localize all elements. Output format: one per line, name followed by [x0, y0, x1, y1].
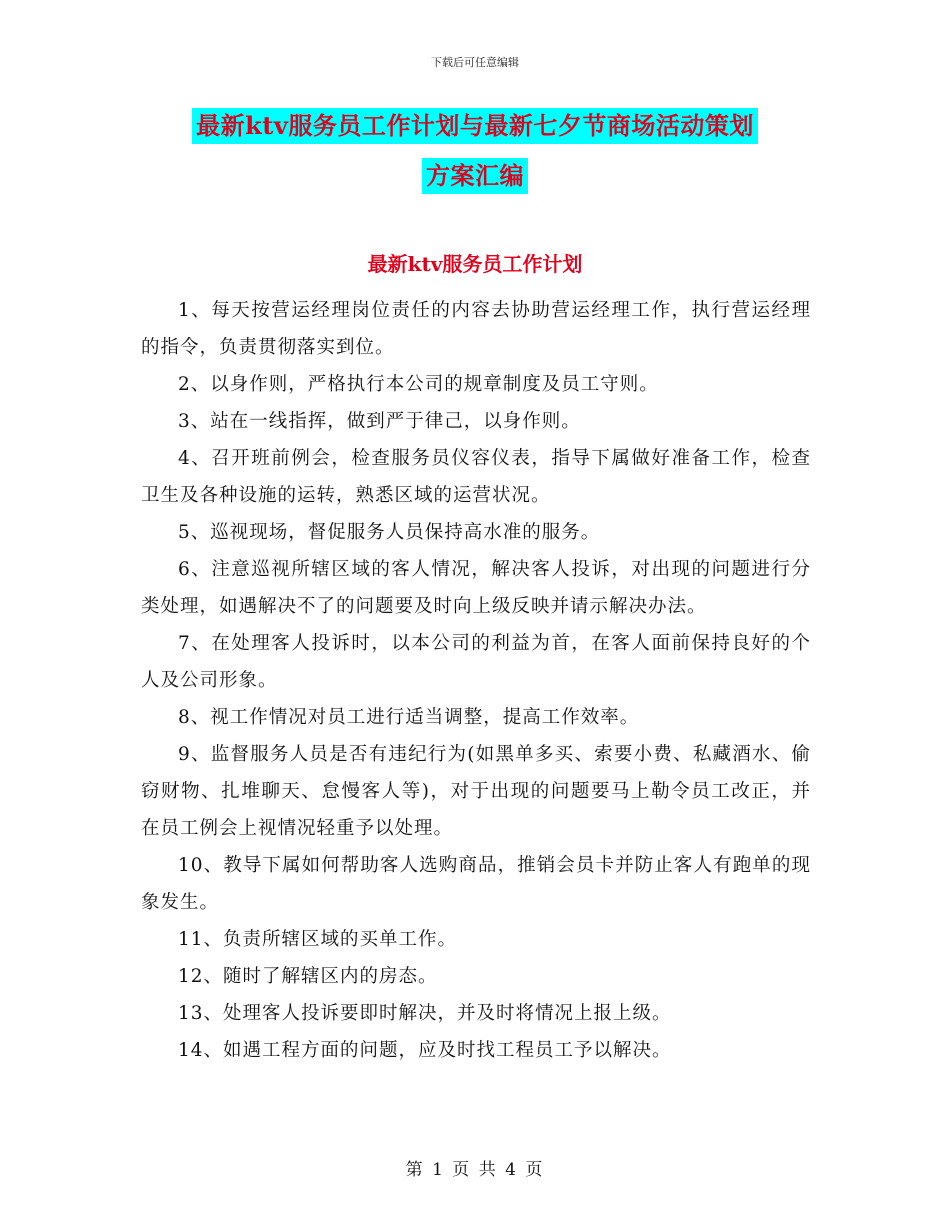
title-line-2: 方案汇编	[422, 158, 528, 194]
paragraph-2: 2、以身作则，严格执行本公司的规章制度及员工守则。	[178, 374, 659, 395]
paragraph-3: 3、站在一线指挥，做到严于律己，以身作则。	[178, 411, 581, 432]
paragraph-1: 1、每天按营运经理岗位责任的内容去协助营运经理工作，执行营运经理的指令，负责贯彻落实到位。	[141, 300, 811, 358]
paragraph-6: 6、注意巡视所辖区域的客人情况，解决客人投诉，对出现的问题进行分类处理，如遇解决不了的问题要及时向上级反映并请示解决办法。	[141, 559, 811, 617]
paragraph-8: 8、视工作情况对员工进行适当调整，提高工作效率。	[178, 707, 640, 728]
paragraph-12: 12、随时了解辖区内的房态。	[178, 966, 438, 987]
paragraph-10: 10、教导下属如何帮助客人选购商品，推销会员卡并防止客人有跑单的现象发生。	[141, 855, 811, 913]
page-footer: 第 1 页 共 4 页	[405, 1160, 545, 1180]
document-title	[0, 108, 950, 194]
paragraph-11: 11、负责所辖区域的买单工作。	[178, 929, 458, 950]
paragraph-4: 4、召开班前例会，检查服务员仪容仪表，指导下属做好准备工作，检查卫生及各种设施的运转，熟悉区域的运营状况。	[141, 448, 811, 506]
paragraph-5: 5、巡视现场，督促服务人员保持高水准的服务。	[178, 522, 601, 543]
body-content	[141, 292, 811, 1069]
paragraph-7: 7、在处理客人投诉时，以本公司的利益为首，在客人面前保持良好的个人及公司形象。	[141, 633, 811, 691]
paragraph-13: 13、处理客人投诉要即时解决，并及时将情况上报上级。	[178, 1003, 672, 1024]
paragraph-14: 14、如遇工程方面的问题，应及时找工程员工予以解决。	[178, 1040, 672, 1061]
paragraph-9: 9、监督服务人员是否有违纪行为(如黑单多买、索要小费、私藏酒水、偷窃财物、扎堆聊天、怠慢客人等)，对于出现的问题要马上勒令员工改正，并在员工例会上视情况轻重予以处理。	[141, 744, 811, 839]
section-title: 最新ktv服务员工作计划	[367, 252, 583, 276]
header-note: 下载后可任意编辑	[431, 56, 519, 69]
title-line-1: 最新ktv服务员工作计划与最新七夕节商场活动策划	[192, 108, 758, 144]
